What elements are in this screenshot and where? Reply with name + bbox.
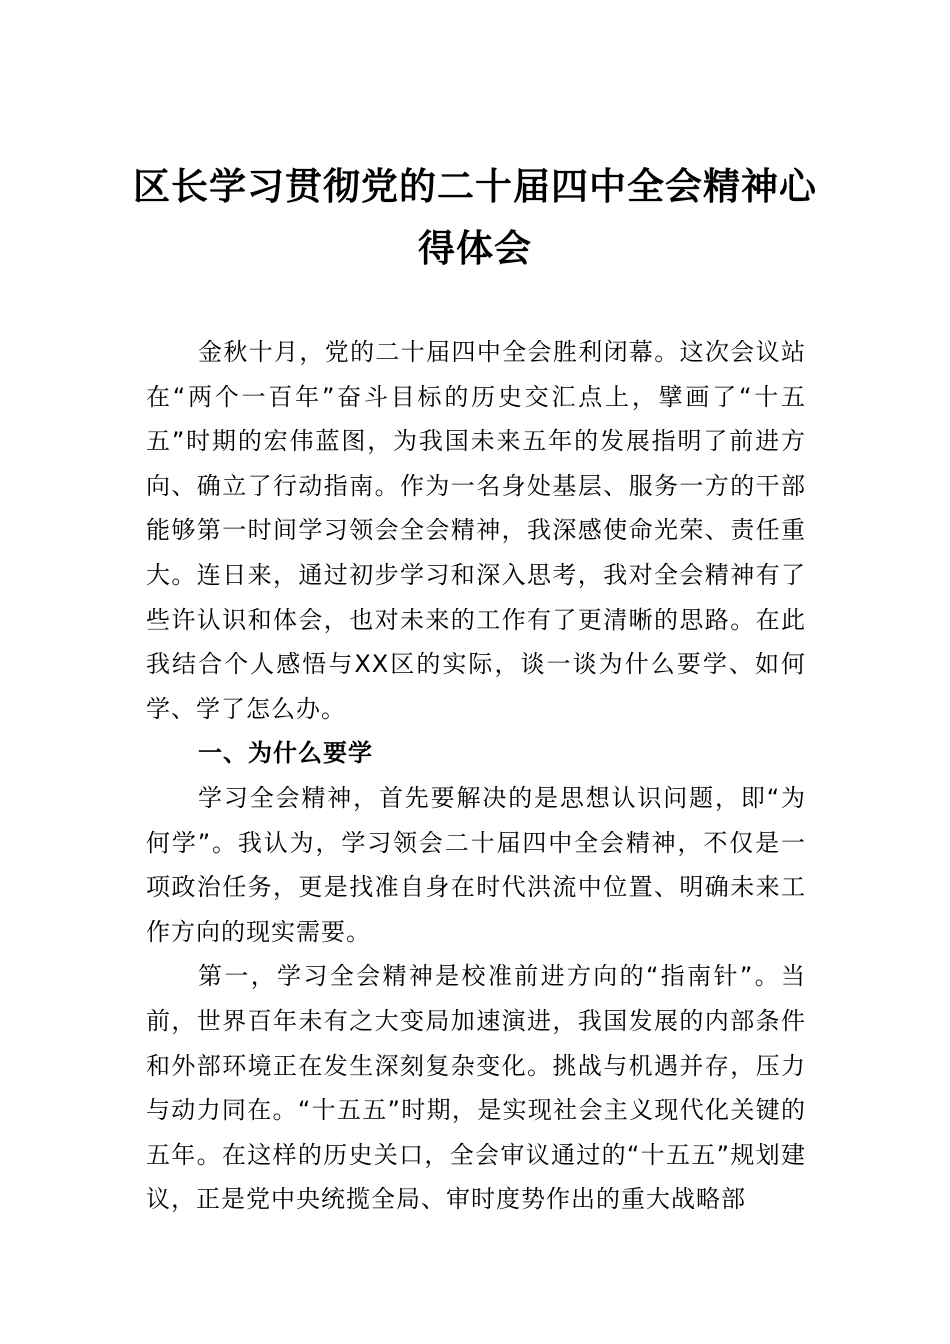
paragraph-first-point: 第一，学习全会精神是校准前进方向的“指南针”。当前，世界百年未有之大变局加速演进，我国发展的内部条件和外部环境正在发生深刻复杂变化。挑战与机遇并存，压力与动力同在。“十五五”时期，是实现社会主义现代化关键的五年。在这样的历史关口，全会审议通过的“十五五”规划建议，正是党中央统揽全局、审时度势作出的重大战略部 [146,962,806,1214]
document-body [146,330,806,1222]
title-line-2: 得体会 [418,226,532,270]
title-line-1: 区长学习贯彻党的二十届四中全会精神心 [133,164,817,208]
document-title [120,155,830,279]
section-heading-why-study: 一、为什么要学 [198,739,373,768]
paragraph-intro: 金秋十月，党的二十届四中全会胜利闭幕。这次会议站在“两个一百年”奋斗目标的历史交汇点上，擘画了“十五五”时期的宏伟蓝图，为我国未来五年的发展指明了前进方向、确立了行动指南。作为一名身处基层、服务一方的干部能够第一时间学习领会全会精神，我深感使命光荣、责任重大。连日来，通过初步学习和深入思考，我对全会精神有了些许认识和体会，也对未来的工作有了更清晰的思路。在此我结合个人感悟与XX区的实际，谈一谈为什么要学、如何学、学了怎么办。 [146,338,806,723]
paragraph-why-study: 学习全会精神，首先要解决的是思想认识问题，即“为何学”。我认为，学习领会二十届四中全会精神，不仅是一项政治任务，更是找准自身在时代洪流中位置、明确未来工作方向的现实需要。 [146,783,806,946]
